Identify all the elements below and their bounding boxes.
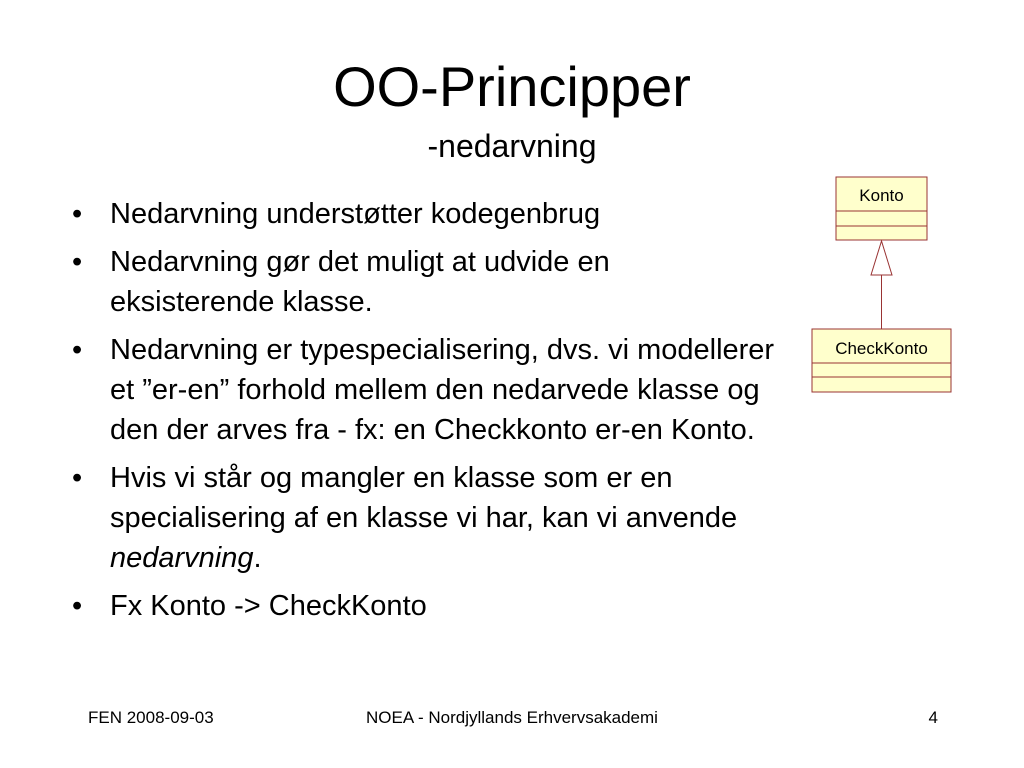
uml-class-checkkonto: [812, 329, 951, 392]
footer-date: FEN 2008-09-03: [88, 708, 214, 727]
bullet-dot: •: [72, 334, 83, 366]
bullet-item: [72, 586, 782, 626]
bullet-text: Nedarvning understøtter kodegenbrug: [110, 198, 601, 230]
bullet-item: [72, 242, 782, 322]
bullet-text: Nedarvning gør det muligt at udvide en eksisterende klasse.: [110, 246, 610, 318]
slide-number: 4: [928, 708, 938, 727]
bullet-list: [72, 194, 782, 634]
slide-subtitle: -nedarvning: [427, 128, 597, 164]
bullet-dot: •: [72, 590, 83, 622]
footer-organization: NOEA - Nordjyllands Erhvervsakademi: [366, 708, 658, 727]
checkkonto-class-name: CheckKonto: [835, 339, 928, 358]
bullet-item: [72, 330, 782, 450]
bullet-text: Nedarvning er typespecialisering, dvs. vi modellerer et ”er-en” forhold mellem den nedarvede klasse og den der arves fra - fx: en Checkkonto er-en Konto.: [110, 334, 775, 446]
bullet-text: [110, 462, 737, 574]
bullet-text: Fx Konto -> CheckKonto: [110, 590, 427, 622]
uml-class-diagram: [800, 170, 970, 410]
uml-class-konto: [836, 177, 927, 240]
generalization-arrowhead-icon: [871, 241, 892, 275]
bullet-dot: •: [72, 198, 83, 230]
bullet-dot: •: [72, 246, 83, 278]
bullet-text-before: Hvis vi står og mangler en klasse som er en specialisering af en klasse vi har, kan vi anvende: [110, 462, 738, 534]
bullet-emphasis: nedarvning: [110, 542, 254, 574]
inheritance-arrow: [871, 241, 892, 329]
bullet-item: [72, 194, 782, 234]
bullet-item: [72, 458, 782, 578]
bullet-text-after: .: [253, 542, 262, 574]
bullet-dot: •: [72, 462, 83, 494]
slide-title: OO-Principper: [333, 55, 691, 118]
konto-class-name: Konto: [859, 186, 904, 205]
